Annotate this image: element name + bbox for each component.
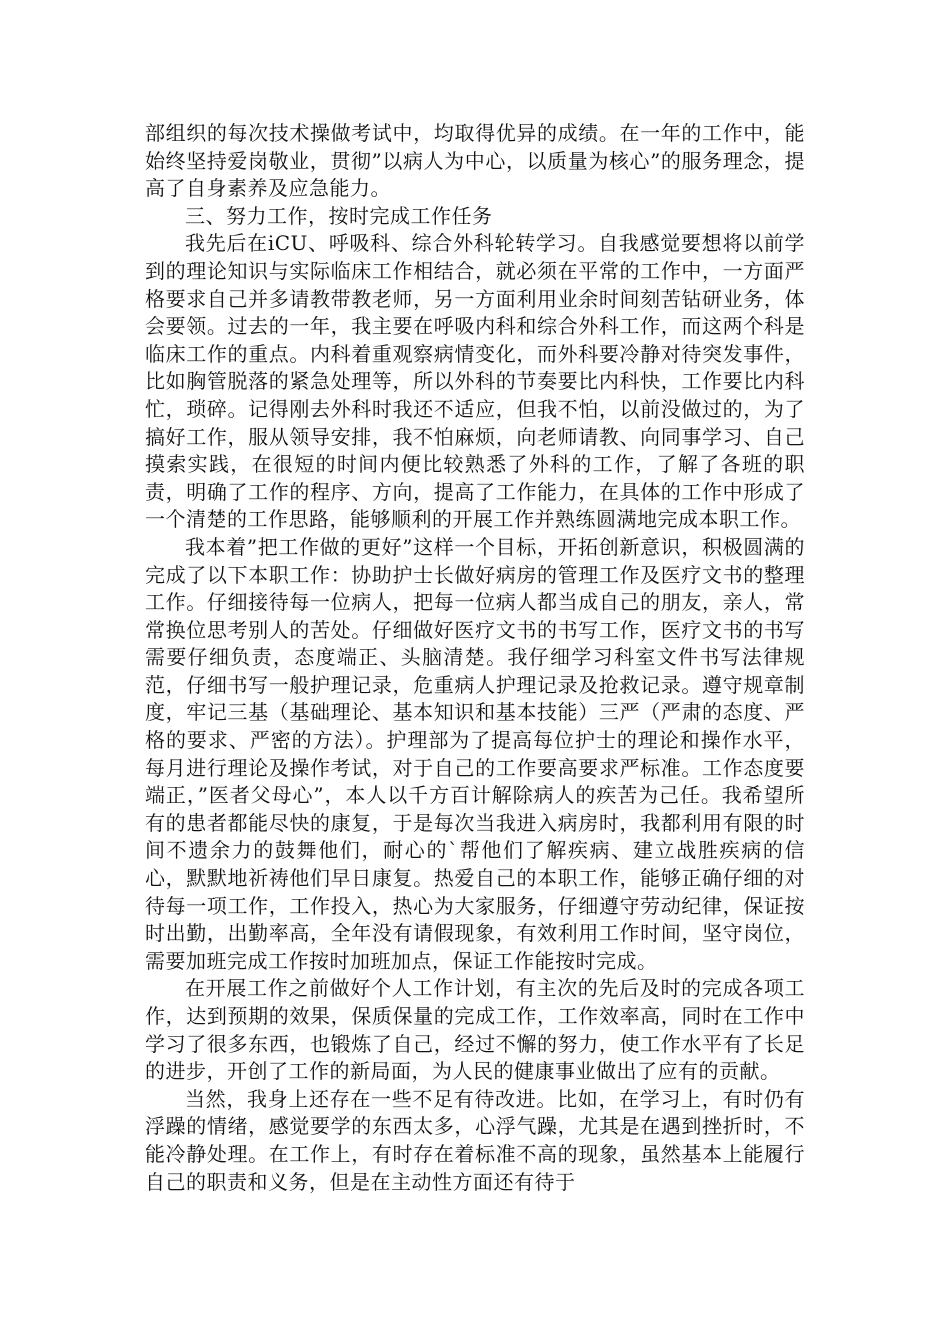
paragraph-work-plan: 在开展工作之前做好个人工作计划，有主次的先后及时的完成各项工作，达到预期的效果，保质保量的完成工作，工作效率高，同时在工作中学习了很多东西，也锻炼了自己，经过不懈的努力，使工作水平有了长足的进步，开创了工作的新局面，为人民的健康事业做出了应有的贡献。: [145, 976, 805, 1084]
document-body: [145, 120, 805, 1196]
paragraph-duties: 我本着”把工作做的更好”这样一个目标，开拓创新意识，积极圆满的完成了以下本职工作：协助护士长做好病房的管理工作及医疗文书的整理工作。仔细接待每一位病人，把每一位病人都当成自己的朋友，亲人，常常换位思考别人的苦处。仔细做好医疗文书的书写工作，医疗文书的书写需要仔细负责，态度端正、头脑清楚。我仔细学习科室文件书写法律规范，仔细书写一般护理记录，危重病人护理记录及抢救记录。遵守规章制度，牢记三基（基础理论、基本知识和基本技能）三严（严肃的态度、严格的要求、严密的方法）。护理部为了提高每位护士的理论和操作水平，每月进行理论及操作考试，对于自己的工作要高要求严标准。工作态度要端正，”医者父母心”，本人以千方百计解除病人的疾苦为己任。我希望所有的患者都能尽快的康复，于是每次当我进入病房时，我都利用有限的时间不遗余力的鼓舞他们，耐心的`帮他们了解疾病、建立战胜疾病的信心，默默地祈祷他们早日康复。热爱自己的本职工作，能够正确仔细的对待每一项工作，工作投入，热心为大家服务，仔细遵守劳动纪律，保证按时出勤，出勤率高，全年没有请假现象，有效利用工作时间，坚守岗位，需要加班完成工作按时加班加点，保证工作能按时完成。: [145, 534, 805, 973]
paragraph-shortcomings: 当然，我身上还存在一些不足有待改进。比如，在学习上，有时仍有浮躁的情绪，感觉要学的东西太多，心浮气躁，尤其是在遇到挫折时，不能冷静处理。在工作上，有时存在着标准不高的现象，虽然基本上能履行自己的职责和义务，但是在主动性方面还有待于: [145, 1086, 805, 1194]
section-heading-3: 三、努力工作，按时完成工作任务: [185, 203, 493, 228]
paragraph-continued-intro: 部组织的每次技术操做考试中，均取得优异的成绩。在一年的工作中，能始终坚持爱岗敬业，贯彻”以病人为中心，以质量为核心”的服务理念，提高了自身素养及应急能力。: [145, 121, 805, 201]
paragraph-rotation-study: 我先后在iCU、呼吸科、综合外科轮转学习。自我感觉要想将以前学到的理论知识与实际临床工作相结合，就必须在平常的工作中，一方面严格要求自己并多请教带教老师，另一方面利用业余时间刻苦钻研业务，体会要领。过去的一年，我主要在呼吸内科和综合外科工作，而这两个科是临床工作的重点。内科着重观察病情变化，而外科要冷静对待突发事件，比如胸管脱落的紧急处理等，所以外科的节奏要比内科快，工作要比内科忙，琐碎。记得刚去外科时我还不适应，但我不怕，以前没做过的，为了搞好工作，服从领导安排，我不怕麻烦，向老师请教、向同事学习、自己摸索实践，在很短的时间内便比较熟悉了外科的工作，了解了各班的职责，明确了工作的程序、方向，提高了工作能力，在具体的工作中形成了一个清楚的工作思路，能够顺利的开展工作并熟练圆满地完成本职工作。: [145, 231, 805, 532]
